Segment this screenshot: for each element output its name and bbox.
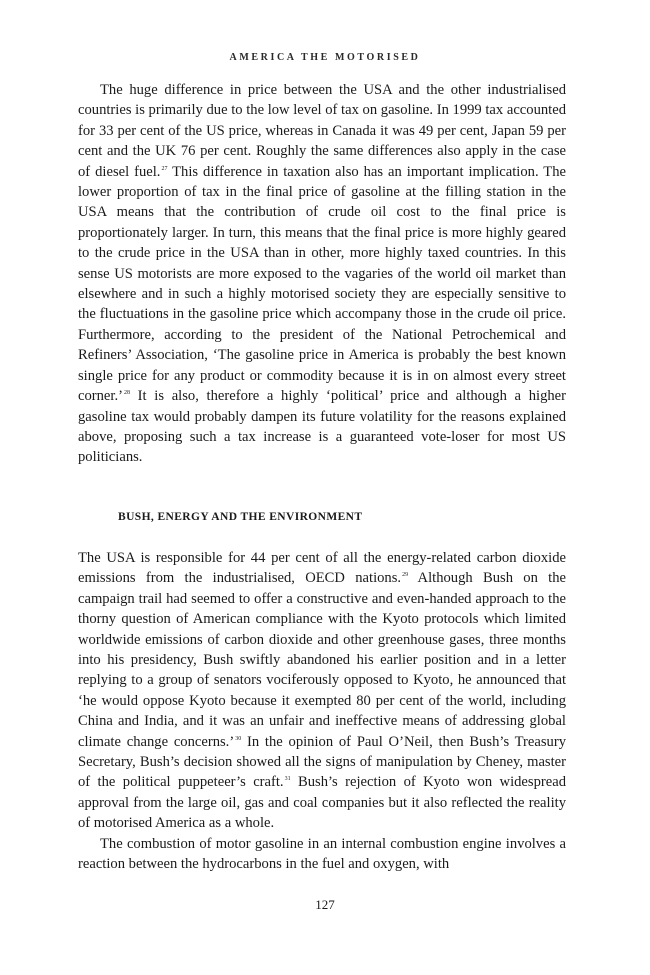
footnote-ref-28: 28	[123, 390, 130, 397]
running-head: AMERICA THE MOTORISED	[229, 52, 421, 63]
paragraph-gasoline-tax	[78, 80, 566, 468]
paragraph-text: It is also, therefore a highly ‘political’ price and although a higher gasoline tax would probably dampen its future volatility for the reasons explained above, proposing such a tax increase is a guaranteed vote-loser for most US politicians.	[78, 388, 566, 466]
paragraph-text: The USA is responsible for 44 per cent of all the energy-related carbon dioxide emissions from the industrialised, OECD nations.	[78, 550, 566, 587]
paragraph-text: Although Bush on the campaign trail had seemed to offer a constructive and even-handed approach to the thorny question of American compliance with the Kyoto protocols which limited worldwide emissions of carbon dioxide and other greenhouse gases, three months into his presidency, Bush swiftly abandoned his earlier position and in a letter replying to a group of senators vociferously opposed to Kyoto, he announced that ‘he would oppose Kyoto because it exempted 80 per cent of the world, including China and India, and it was an unfair and ineffective means of addressing global climate change concerns.’	[78, 570, 566, 750]
paragraph-text: The huge difference in price between the USA and the other industrialised countries is primarily due to the low level of tax on gasoline. In 1999 tax accounted for 33 per cent of the US price, whereas in Canada it was 49 per cent, Japan 59 per cent and the UK 76 per cent. Roughly the same differences also apply in the case of diesel fuel.	[78, 82, 566, 180]
paragraph-text: This difference in taxation also has an important implication. The lower proportion of tax in the final price of gasoline at the filling station in the USA means that the contribution of crude oil cost to the final price is proportionately larger. In turn, this means that the final price is more highly geared to the crude price in the USA than in other, more highly taxed countries. In this sense US motorists are more exposed to the vagaries of the world oil market than elsewhere and in such a highly motorised society they are especially sensitive to the fluctuations in the gasoline price which accompany those in the crude oil price. Furthermore, according to the president of the National Petrochemical and Refiners’ Association, ‘The gasoline price in America is probably the best known single price for any product or commodity because it is in on almost every street corner.’	[78, 163, 566, 405]
paragraph-text: The combustion of motor gasoline in an internal combustion engine involves a reaction between the hydrocarbons in the fuel and oxygen, with	[78, 835, 566, 873]
paragraph-text: Bush’s rejection of Kyoto won widespread approval from the large oil, gas and coal companies but it also reflected the reality of motorised America as a whole.	[78, 774, 566, 832]
paragraph-combustion	[78, 834, 566, 875]
section-heading: BUSH, ENERGY AND THE ENVIRONMENT	[118, 511, 363, 523]
footnote-ref-29: 29	[402, 572, 409, 579]
paragraph-kyoto	[78, 548, 566, 834]
page-number: 127	[315, 897, 335, 912]
body-text-section-1	[78, 80, 566, 468]
body-text-section-2	[78, 548, 566, 875]
paragraph-text: In the opinion of Paul O’Neil, then Bush’s Treasury Secretary, Bush’s decision showed all the signs of manipulation by Cheney, master of the political puppeteer’s craft.	[78, 733, 566, 791]
footnote-ref-30: 30	[235, 735, 242, 742]
footnote-ref-31: 31	[284, 776, 291, 783]
footnote-ref-27: 27	[161, 165, 168, 172]
